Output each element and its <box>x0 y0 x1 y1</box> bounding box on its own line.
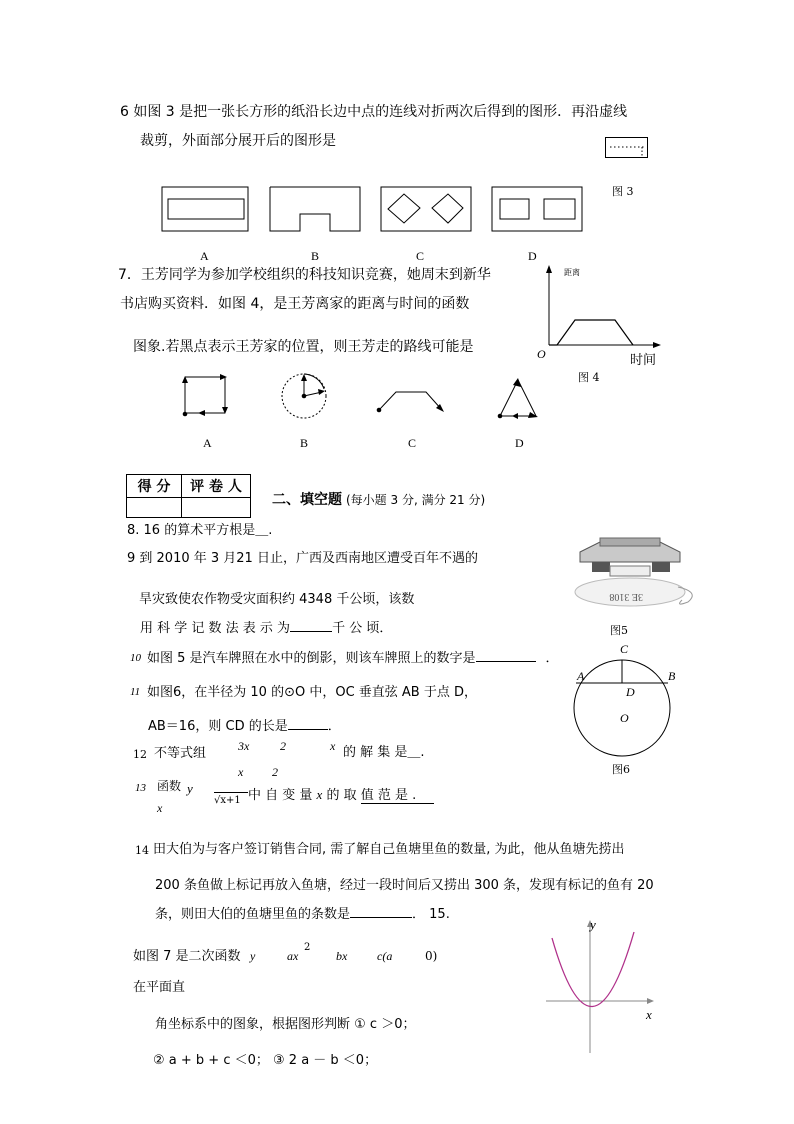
q9-line2: 旱灾致使农作物受灾面积约 4348 千公顷，该数 <box>139 592 415 607</box>
axis-y-label: y <box>590 917 596 932</box>
section2-note: (每小题 3 分, 满分 21 分) <box>346 493 486 507</box>
parabola-figure <box>540 918 660 1058</box>
q15-sup: 2 <box>304 942 311 953</box>
grader-cell[interactable] <box>182 498 251 518</box>
section2-title: 二、填空题 <box>272 492 342 508</box>
q15-zero: 0) <box>425 949 438 963</box>
q15-y: y <box>250 949 256 963</box>
q14-num: 14 <box>135 844 149 857</box>
q7-line2: 书店购买资料．如图 4，是王芳离家的距离与时间的函数 <box>120 296 470 312</box>
q8-text: 8. 16 的算术平方根是＿. <box>127 523 273 538</box>
plate-text: 3E 3108 <box>609 591 643 602</box>
graph-x-label: 时间 <box>630 353 657 368</box>
car-reflection-figure <box>570 532 710 612</box>
q12-top-a: 3x <box>238 739 250 753</box>
q12-tail: 的 解 集 是＿. <box>343 745 425 760</box>
q14-line3 <box>155 908 450 921</box>
route-d-figure <box>498 378 538 419</box>
grader-header: 评 卷 人 <box>182 475 251 498</box>
route-a-figure <box>182 374 228 416</box>
q15-line1: 如图 7 是二次函数 <box>133 949 241 964</box>
option-a-figure <box>162 187 248 231</box>
q10-num: 10 <box>130 652 141 664</box>
q15-line4: ② a + b + c ＜0； ③ 2 a － b ＜0； <box>153 1053 378 1068</box>
q13-y: y <box>187 781 193 796</box>
q7-line3: 图象.若黑点表示王芳家的位置，则王芳走的路线可能是 <box>133 339 474 355</box>
q15-c: c(a <box>377 949 393 963</box>
q11-line2-text: AB＝16，则 CD 的长是 <box>148 719 288 734</box>
fig6-label: 图6 <box>612 763 630 776</box>
q7-line1: 7．王芳同学为参加学校组织的科技知识竞赛，她周末到新华 <box>118 267 491 283</box>
score-cell[interactable] <box>127 498 182 518</box>
q12-num: 12 <box>133 748 147 761</box>
route-b-figure <box>282 374 326 418</box>
q15-ax: ax <box>287 949 299 963</box>
score-header: 得 分 <box>127 475 182 498</box>
graph-origin: O <box>537 347 546 361</box>
q12-bot-a: x <box>238 765 244 779</box>
fig5-label: 图5 <box>610 624 628 637</box>
q10-answer-blank[interactable] <box>476 661 536 662</box>
q11-line2-tail: ． <box>327 719 341 734</box>
q13-tail-b: 的 取 <box>326 788 357 803</box>
q11-answer-blank[interactable] <box>288 729 328 730</box>
q13-tail <box>248 788 434 802</box>
q6-option-d: D <box>528 249 537 263</box>
point-o: O <box>620 711 629 725</box>
q6-line2: 裁剪，外面部分展开后的图形是 <box>140 133 336 149</box>
q15-line2: 在平面直 <box>133 980 186 995</box>
q12-top-c: x <box>330 739 336 753</box>
option-b-figure <box>270 187 360 231</box>
q7-option-d: D <box>515 436 524 450</box>
q7-option-b: B <box>300 436 309 450</box>
point-d: D <box>626 685 635 699</box>
q10-question: 如图 5 是汽车牌照在水中的倒影，则该车牌照上的数字是 <box>147 651 476 666</box>
q15-bx: bx <box>336 949 348 963</box>
q15-line3: 角坐标系中的图象，根据图形判断 ① c ＞0； <box>155 1017 416 1032</box>
q9-answer-blank[interactable] <box>290 631 332 632</box>
q13-x: x <box>157 801 163 815</box>
axis-x-label: x <box>646 1007 652 1022</box>
fig4-label: 图 4 <box>578 371 600 384</box>
q11-line1: 如图6，在半径为 10 的⊙O 中，OC 垂直弦 AB 于点 D， <box>147 685 477 700</box>
q11-line2 <box>148 720 341 733</box>
q10-tail: ． <box>545 651 559 666</box>
q14-line3-tail: ． 15. <box>412 907 450 922</box>
q9-line3b: 千 公 顷． <box>332 621 393 636</box>
route-c-figure <box>377 392 444 412</box>
q12-label: 不等式组 <box>154 746 207 761</box>
q13-tail-a: 中 自 变 量 <box>248 788 313 803</box>
q9-line3a: 用 科 学 记 数 法 表 示 为 <box>140 621 291 636</box>
q6-line1: 6 如图 3 是把一张长方形的纸沿长边中点的连线对折两次后得到的图形．再沿虚线 <box>120 104 628 120</box>
option-c-figure <box>381 187 471 231</box>
q14-line2: 200 条鱼做上标记再放入鱼塘，经过一段时间后又捞出 300 条，发现有标记的鱼有 20 <box>155 878 654 893</box>
point-a: A <box>577 669 585 683</box>
q13-label: 函数 <box>157 779 182 793</box>
q9-line1: 9 到 2010 年 3 月21 日止，广西及西南地区遭受百年不遇的 <box>127 551 478 566</box>
q6-option-c: C <box>416 249 425 263</box>
folded-paper-figure <box>605 137 648 158</box>
score-table <box>126 474 251 518</box>
q10-text <box>147 652 559 665</box>
q7-option-a: A <box>203 436 212 450</box>
q13-tail-c: 值 范 是 . <box>361 788 435 804</box>
q13-fraction-bar <box>214 792 248 793</box>
graph-y-label: 距离 <box>564 268 580 277</box>
q6-options-figures <box>160 186 630 236</box>
option-d-figure <box>492 187 582 231</box>
q9-line3 <box>140 622 392 635</box>
point-c: C <box>620 642 629 656</box>
q7-route-figures <box>170 372 570 422</box>
q14-answer-blank[interactable] <box>350 917 412 918</box>
q13-tail-x: x <box>316 787 323 802</box>
q13-sqrt: √x+1 <box>214 795 241 806</box>
q6-option-a: A <box>200 249 209 263</box>
fig3-label: 图 3 <box>612 185 634 198</box>
q14-line1: 田大伯为与客户签订销售合同, 需了解自己鱼塘里鱼的数量, 为此，他从鱼塘先捞出 <box>153 842 625 857</box>
q12-top-b: 2 <box>280 739 286 753</box>
q6-option-b: B <box>311 249 320 263</box>
q12-bot-b: 2 <box>272 765 278 779</box>
distance-time-graph <box>535 265 665 368</box>
point-b: B <box>668 669 676 683</box>
circle-figure <box>570 653 680 763</box>
q13-num: 13 <box>135 782 146 794</box>
q7-option-c: C <box>408 436 417 450</box>
q14-line3-text: 条，则田大伯的鱼塘里鱼的条数是 <box>155 907 351 922</box>
q11-num: 11 <box>130 686 141 698</box>
